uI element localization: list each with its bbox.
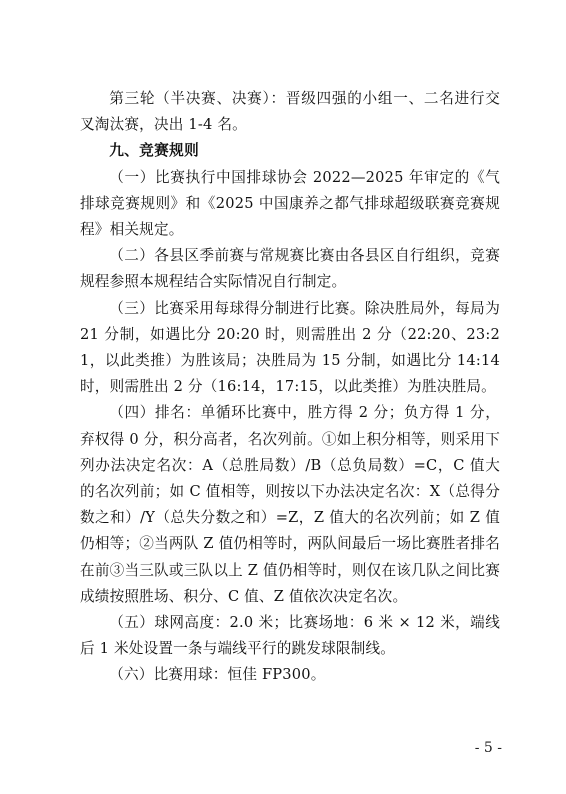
- page-number: - 5 -: [474, 740, 502, 756]
- paragraph-round-three: 第三轮（半决赛、决赛）：晋级四强的小组一、二名进行交叉淘汰赛，决出 1-4 名。: [80, 90, 500, 134]
- paragraph-rule-five: （五）球网高度：2.0 米；比赛场地：6 米 × 12 米，端线后 1 米处设置一条与端线平行的跳发球限制线。: [80, 614, 500, 658]
- paragraph-rule-three: （三）比赛采用每球得分制进行比赛。除决胜局外，每局为 21 分制，如遇比分 20:20 时，则需胜出 2 分（22:20、23:21，以此类推）为胜该局；决胜局为 15 分制，如遇比分 14:14 时，则需胜出 2 分（16:14，17:15，以此类推）为胜决胜局。: [80, 299, 500, 396]
- paragraph-rule-six: （六）比赛用球：恒佳 FP300。: [109, 666, 326, 684]
- paragraph-rule-four: （四）排名：单循环比赛中，胜方得 2 分；负方得 1 分，弃权得 0 分，积分高者，名次列前。①如上积分相等，则采用下列办法决定名次：A（总胜局数）/B（总负局数）=C，C 值大的名次列前；如 C 值相等，则按以下办法决定名次：X（总得分数之和）/Y（总失分数之和）=Z，Z 值大的名次列前；如 Z 值仍相等；②当两队 Z 值仍相等时，两队间最后一场比赛胜者排名在前③当三队或三队以上 Z 值仍相等时，则仅在该几队之间比赛成绩按照胜场、积分、C 值、Z 值依次决定名次。: [80, 404, 500, 605]
- section-heading-rules: 九、竞赛规则: [109, 142, 200, 160]
- paragraph-rule-two: （二）各县区季前赛与常规赛比赛由各县区自行组织，竞赛规程参照本规程结合实际情况自行制定。: [80, 247, 500, 291]
- document-body: [80, 86, 500, 689]
- paragraph-rule-one: （一）比赛执行中国排球协会 2022—2025 年审定的《气排球竞赛规则》和《2025 中国康养之都气排球超级联赛竞赛规程》相关规定。: [80, 168, 500, 239]
